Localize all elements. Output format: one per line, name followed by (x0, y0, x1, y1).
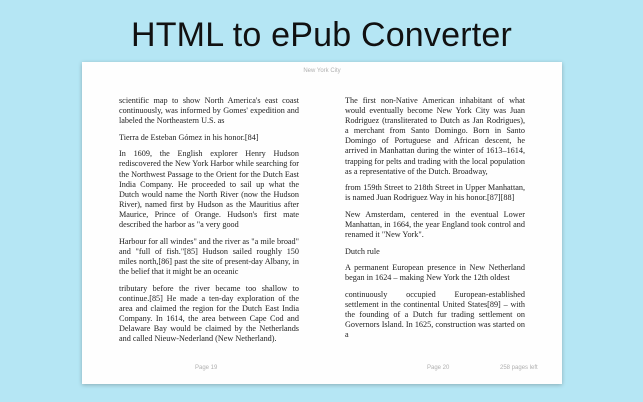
paragraph: The first non-Native American inhabitant of what would eventually become New York City was Juan Rodriguez (transliterated to Dutch as Jan Rodrigues), a merchant from Santo Domingo. Born in Santo Domingo of Portuguese and African descent, he arrived in Manhattan during the winter of 1613–1614, trapping for pelts and trading with the local population as a representative of the Dutch. Broadway, (345, 96, 525, 176)
paragraph: New Amsterdam, centered in the eventual Lower Manhattan, in 1664, the year England took control and renamed it "New York". (345, 209, 525, 240)
paragraph: A permanent European presence in New Netherland began in 1624 – making New York the 12th oldest (345, 263, 525, 283)
promo-title: HTML to ePub Converter (130, 16, 513, 54)
left-page-number: Page 19 (195, 365, 218, 371)
paragraph: scientific map to show North America's east coast continuously, was informed by Gomes' expedition and labeled the Northeastern U.S. as (119, 96, 299, 126)
paragraph: tributary before the river became too shallow to continue.[85] He made a ten-day exploration of the area and claimed the region for the Dutch East India Company. In 1614, the area between Cape Cod and Delaware Bay would be claimed by the Netherlands and called Nieuw-Nederland (New Netherland). (119, 283, 299, 343)
paragraph: Harbour for all windes" and the river as "a mile broad" and "full of fish."[85] Hudson sailed roughly 150 miles north,[86] past the site of present-day Albany, in the belief that it might be an oceanic (119, 236, 299, 276)
paragraph: continuously occupied European-established settlement in the continental United States[89] – with the founding of a Dutch fur trading settlement on Governors Island. In 1625, construction was started on a (345, 290, 525, 340)
chapter-title: New York City (303, 68, 341, 74)
book-reader-window[interactable] (82, 62, 562, 384)
right-page-number: Page 20 (427, 365, 450, 371)
right-page[interactable] (345, 96, 525, 347)
section-heading: Dutch rule (345, 246, 380, 256)
paragraph: from 159th Street to 218th Street in Upper Manhattan, is named Juan Rodriguez Way in his honor.[87][88] (345, 183, 525, 203)
paragraph: Tierra de Esteban Gómez in his honor.[84] (119, 132, 259, 142)
pages-left-indicator: 258 pages left (500, 365, 538, 371)
left-page[interactable] (119, 96, 299, 351)
paragraph: In 1609, the English explorer Henry Hudson rediscovered the New York Harbor while searching for the Northwest Passage to the Orient for the Dutch East India Company. He proceeded to sail up what the Dutch would name the North River (now the Hudson River), named first by Hudson as the Mauritius after Maurice, Prince of Orange. Hudson's first mate described the harbor as "a very good (119, 149, 299, 230)
